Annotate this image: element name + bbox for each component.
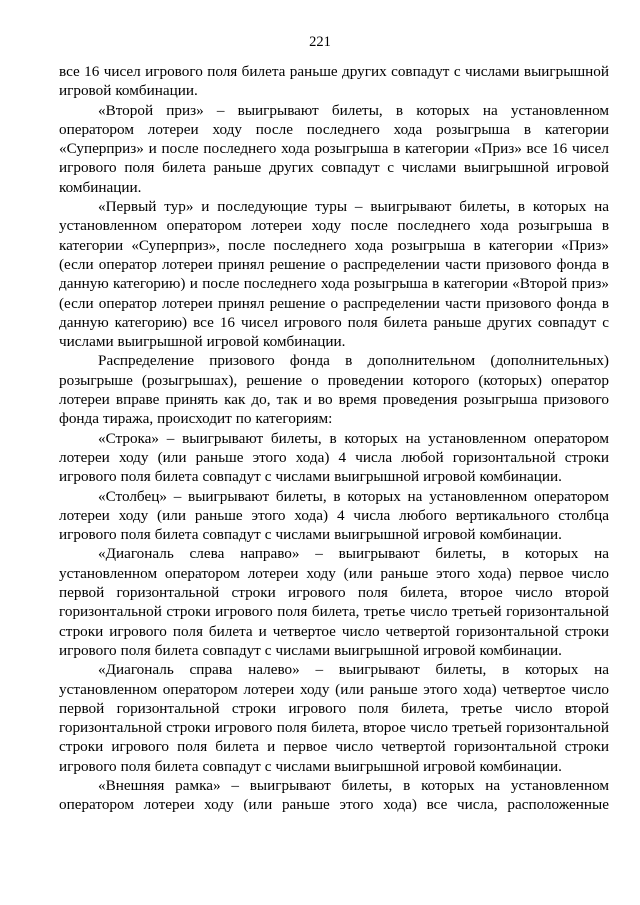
paragraph-diagonal-right-left: «Диагональ справа налево» – выигрывают билеты, в которых на установленном оператором лотереи ходу (или раньше этого хода) четвертое число первой горизонтальной строки игрового поля билета, третье число второй горизонтальной строки игрового поля билета, второе число третьей горизонтальной строки игрового поля билета и первое число четвертой горизонтальной строки игрового поля билета совпадут с числами выигрышной игровой комбинации.: [59, 661, 609, 775]
paragraph-first-round: «Первый тур» и последующие туры – выигрывают билеты, в которых на установленном оператором лотереи ходу после последнего хода розыгрыша в категории «Суперприз», после последнего хода розыгрыша в категории «Приз» (если оператор лотереи принял решение о распределении части призового фонда в данную категорию) и после последнего хода розыгрыша в категории «Второй приз» (если оператор лотереи принял решение о распределении части призового фонда в данную категорию) все 16 чисел игрового поля билета раньше других совпадут с числами выигрышной игровой комбинации.: [59, 198, 609, 351]
paragraph-continuation: все 16 чисел игрового поля билета раньше других совпадут с числами выигрышной игровой комбинации.: [59, 63, 609, 100]
paragraph-diagonal-left-right: «Диагональ слева направо» – выигрывают билеты, в которых на установленном оператором лотереи ходу (или раньше этого хода) первое число первой горизонтальной строки игрового поля билета, второе число второй горизонтальной строки игрового поля билета, третье число третьей горизонтальной строки игрового поля билета и четвертое число четвертой горизонтальной строки игрового поля билета совпадут с числами выигрышной игровой комбинации.: [59, 545, 609, 659]
paragraph-prize-distribution: Распределение призового фонда в дополнительном (дополнительных) розыгрыше (розыгрышах), решение о проведении которого (которых) оператор лотереи вправе принять как до, так и во время проведения розыгрыша призового фонда тиража, происходит по категориям:: [59, 352, 609, 428]
paragraph-outer-frame: «Внешняя рамка» – выигрывают билеты, в которых на установленном оператором лотереи ходу (или раньше этого хода) все числа, расположенные: [59, 776, 609, 814]
paragraph-column: «Столбец» – выигрывают билеты, в которых на установленном оператором лотереи ходу (или раньше этого хода) 4 числа любого вертикального столбца игрового поля билета совпадут с числами выигрышной игровой комбинации.: [59, 487, 609, 544]
paragraph-second-prize: «Второй приз» – выигрывают билеты, в которых на установленном оператором лотереи ходу после последнего хода розыгрыша в категории «Суперприз» и после последнего хода розыгрыша в категории «Приз» все 16 чисел игрового поля билета раньше других совпадут с числами выигрышной игровой комбинации.: [59, 101, 609, 196]
body-text: [59, 62, 609, 815]
page-number: 221: [309, 34, 331, 50]
paragraph-row: «Строка» – выигрывают билеты, в которых на установленном оператором лотереи ходу (или раньше этого хода) 4 числа любой горизонтальной строки игрового поля билета совпадут с числами выигрышной игровой комбинации.: [59, 429, 609, 486]
